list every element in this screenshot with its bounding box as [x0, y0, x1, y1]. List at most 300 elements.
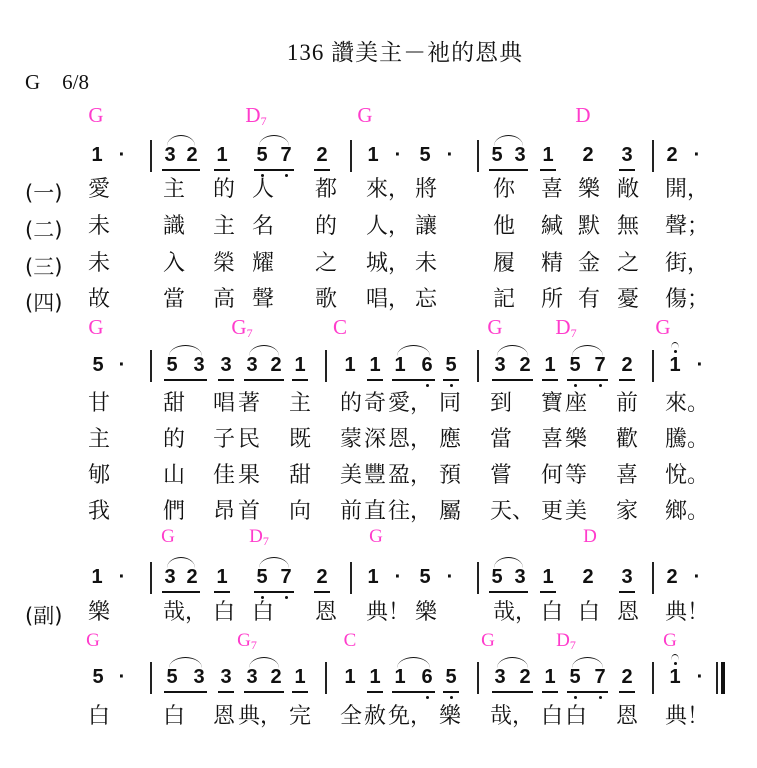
- lyric-syllable: 直: [364, 499, 387, 524]
- note: 1: [542, 566, 554, 588]
- lyric-syllable: 精: [541, 251, 564, 276]
- note: 1: [91, 144, 103, 166]
- note: 7: [594, 666, 606, 688]
- lyric-syllable: 子: [213, 427, 236, 452]
- lyric-syllable: 昂: [213, 499, 236, 524]
- lyric-syllable: 樂: [578, 177, 601, 202]
- lyric-syllable: 典，: [238, 704, 283, 729]
- note: 5: [256, 144, 268, 166]
- note: 1: [344, 354, 356, 376]
- lyric-syllable: 他: [493, 214, 516, 239]
- bar-line: [325, 350, 327, 382]
- note: 7: [594, 354, 606, 376]
- underline-beam: [492, 379, 533, 381]
- bar-line: [477, 350, 479, 382]
- note: 1: [394, 666, 406, 688]
- high-octave-dot: [674, 350, 677, 353]
- lyric-syllable: 識: [163, 214, 186, 239]
- underline-beam: [244, 691, 284, 693]
- note: 5: [166, 666, 178, 688]
- note: 2: [582, 566, 594, 588]
- chord-symbol: [344, 630, 357, 652]
- underline-beam: [567, 379, 608, 381]
- underline-beam: [162, 591, 200, 593]
- chord-extension: 7: [262, 534, 269, 548]
- note: 5: [419, 144, 431, 166]
- duration-dot: ·: [118, 144, 126, 166]
- underline-beam: [492, 691, 533, 693]
- note: 2: [316, 144, 328, 166]
- lyric-syllable: 甜: [289, 463, 312, 488]
- note: 5: [491, 144, 503, 166]
- key-and-time: [25, 70, 111, 95]
- lyric-syllable: 故: [88, 287, 111, 312]
- fermata-icon: [671, 342, 679, 348]
- note: 2: [316, 566, 328, 588]
- lyric-syllable: 座: [565, 391, 588, 416]
- lyric-syllable: 當: [490, 427, 513, 452]
- lyric-syllable: 美: [340, 463, 363, 488]
- chord-name: G: [369, 526, 383, 547]
- final-bar-thick: [721, 662, 725, 694]
- chord-symbol: [663, 630, 677, 652]
- chord-name: D: [245, 103, 261, 127]
- lyric-syllable: 樂: [565, 427, 588, 452]
- underline-beam: [489, 591, 528, 593]
- slur: [167, 135, 195, 146]
- lyric-syllable: 向: [289, 499, 312, 524]
- note: 1: [369, 354, 381, 376]
- chord-name: C: [332, 315, 348, 339]
- note: 1: [294, 354, 306, 376]
- note: 2: [519, 354, 531, 376]
- low-octave-dot: [574, 384, 577, 387]
- chord-name: G: [663, 630, 677, 651]
- low-octave-dot: [450, 696, 453, 699]
- note: 5: [92, 666, 104, 688]
- slur: [169, 345, 202, 356]
- lyric-syllable: 白: [213, 600, 236, 625]
- lyric-syllable: 同: [439, 391, 462, 416]
- slur: [497, 345, 528, 356]
- lyric-syllable: 家: [616, 499, 639, 524]
- lyric-syllable: 們: [163, 499, 186, 524]
- chord-name: G: [481, 630, 495, 651]
- verse-label: (四): [25, 291, 63, 315]
- note: 2: [621, 666, 633, 688]
- chord-name: G: [237, 630, 251, 651]
- note: 3: [193, 354, 205, 376]
- lyric-syllable: 既: [289, 427, 312, 452]
- duration-dot: ·: [394, 566, 402, 588]
- bar-line: [350, 140, 352, 172]
- slur: [494, 557, 523, 568]
- lyric-syllable: 金: [578, 251, 601, 276]
- chord-extension: 7: [246, 326, 253, 340]
- low-octave-dot: [599, 696, 602, 699]
- slur: [249, 657, 279, 668]
- note: 6: [421, 354, 433, 376]
- underline-beam: [443, 379, 459, 381]
- underline-beam: [619, 169, 635, 171]
- chord-symbol: [481, 630, 495, 652]
- lyric-syllable: 佳: [213, 463, 236, 488]
- chord-extension: 7: [260, 114, 267, 128]
- high-octave-dot: [674, 662, 677, 665]
- note: 3: [246, 666, 258, 688]
- lyric-syllable: 果: [238, 463, 261, 488]
- chord-name: G: [655, 315, 671, 339]
- lyric-syllable: 敞: [617, 177, 640, 202]
- lyric-syllable: 的: [213, 177, 236, 202]
- lyric-syllable: 前: [340, 499, 363, 524]
- bar-line: [350, 562, 352, 594]
- note: 2: [666, 566, 678, 588]
- lyric-syllable: 奇: [364, 391, 387, 416]
- chord-name: G: [86, 630, 100, 651]
- chord-name: G: [161, 526, 175, 547]
- duration-dot: ·: [446, 144, 454, 166]
- lyric-syllable: 山: [163, 463, 186, 488]
- verse-label: (三): [25, 255, 63, 279]
- chord-symbol: [249, 526, 269, 549]
- lyric-syllable: 都: [315, 177, 338, 202]
- bar-line: [477, 662, 479, 694]
- chord-name: G: [357, 103, 373, 127]
- slur: [397, 345, 430, 356]
- lyric-syllable: 記: [493, 287, 516, 312]
- lyric-syllable: 樂: [439, 704, 462, 729]
- lyric-syllable: 甜: [163, 391, 186, 416]
- note: 5: [491, 566, 503, 588]
- lyric-syllable: 到: [490, 391, 513, 416]
- underline-beam: [214, 591, 230, 593]
- lyric-syllable: 主: [289, 391, 312, 416]
- slur: [494, 135, 523, 146]
- underline-beam: [254, 591, 294, 593]
- lyric-syllable: 喜: [541, 177, 564, 202]
- note: 3: [494, 666, 506, 688]
- lyric-syllable: 首: [238, 499, 261, 524]
- time-signature: 6/8: [62, 70, 90, 94]
- lyric-syllable: 天、: [490, 499, 535, 524]
- note: 1: [294, 666, 306, 688]
- key-signature: G: [25, 70, 41, 94]
- note: 3: [193, 666, 205, 688]
- lyric-syllable: 的: [340, 391, 363, 416]
- duration-dot: ·: [696, 666, 704, 688]
- bar-line: [477, 140, 479, 172]
- note: 5: [256, 566, 268, 588]
- lyric-syllable: 恩，: [388, 427, 433, 452]
- low-octave-dot: [574, 696, 577, 699]
- chord-symbol: [88, 103, 103, 128]
- underline-beam: [292, 691, 308, 693]
- lyric-syllable: 何: [541, 463, 564, 488]
- lyric-syllable: 預: [439, 463, 462, 488]
- slur: [167, 557, 195, 568]
- lyric-syllable: 未: [415, 251, 438, 276]
- underline-beam: [214, 169, 230, 171]
- hymn-title: 136 讚美主－祂的恩典: [286, 40, 524, 65]
- underline-beam: [367, 691, 383, 693]
- chord-name: G: [88, 315, 104, 339]
- lyric-syllable: 的: [163, 427, 186, 452]
- note: 2: [519, 666, 531, 688]
- bar-line: [150, 350, 152, 382]
- lyric-syllable: 歡: [616, 427, 639, 452]
- lyric-syllable: 所: [541, 287, 564, 312]
- lyric-syllable: 蒙: [340, 427, 363, 452]
- bar-line: [477, 562, 479, 594]
- note: 3: [220, 666, 232, 688]
- note: 3: [246, 354, 258, 376]
- chord-name: G: [487, 315, 503, 339]
- lyric-syllable: 郇: [88, 463, 111, 488]
- chord-name: G: [231, 315, 247, 339]
- underline-beam: [314, 169, 330, 171]
- chord-symbol: [556, 630, 576, 653]
- bar-line: [150, 140, 152, 172]
- note: 3: [164, 566, 176, 588]
- lyric-syllable: 悅。: [665, 463, 710, 488]
- lyric-syllable: 赦: [364, 704, 387, 729]
- chord-extension: 7: [569, 638, 576, 652]
- underline-beam: [392, 691, 435, 693]
- note: 7: [280, 144, 292, 166]
- lyric-syllable: 盈，: [388, 463, 433, 488]
- chord-name: D: [575, 103, 591, 127]
- underline-beam: [164, 379, 207, 381]
- duration-dot: ·: [394, 144, 402, 166]
- note: 1: [542, 144, 554, 166]
- low-octave-dot: [450, 384, 453, 387]
- chord-symbol: [487, 315, 502, 340]
- underline-beam: [254, 169, 294, 171]
- lyric-syllable: 你: [493, 177, 516, 202]
- fermata-icon: [671, 654, 679, 660]
- lyric-syllable: 嘗: [490, 463, 513, 488]
- underline-beam: [292, 379, 308, 381]
- lyric-syllable: 典！: [366, 600, 411, 625]
- lyric-syllable: 喜: [541, 427, 564, 452]
- lyric-syllable: 城，: [366, 251, 411, 276]
- lyric-syllable: 的: [315, 214, 338, 239]
- lyric-syllable: 默: [578, 214, 601, 239]
- lyric-syllable: 喜: [616, 463, 639, 488]
- lyric-syllable: 無: [617, 214, 640, 239]
- lyric-syllable: 完: [289, 704, 312, 729]
- chord-symbol: [161, 526, 175, 548]
- lyric-syllable: 白: [541, 704, 564, 729]
- chord-name: C: [343, 630, 357, 651]
- lyric-syllable: 恩: [617, 600, 640, 625]
- chord-symbol: [369, 526, 383, 548]
- lyric-syllable: 來。: [665, 391, 710, 416]
- lyric-syllable: 傷；: [665, 287, 710, 312]
- slur: [497, 657, 528, 668]
- duration-dot: ·: [118, 566, 126, 588]
- note: 2: [186, 566, 198, 588]
- lyric-syllable: 來，: [366, 177, 411, 202]
- lyric-syllable: 豐: [364, 463, 387, 488]
- note: 1: [367, 566, 379, 588]
- note: 1: [369, 666, 381, 688]
- lyric-syllable: 未: [88, 251, 111, 276]
- low-octave-dot: [285, 174, 288, 177]
- underline-beam: [619, 591, 635, 593]
- lyric-syllable: 唱: [213, 391, 236, 416]
- lyric-syllable: 前: [616, 391, 639, 416]
- lyric-syllable: 入: [163, 251, 186, 276]
- lyric-syllable: 履: [493, 251, 516, 276]
- lyric-syllable: 我: [88, 499, 111, 524]
- note: 1: [544, 354, 556, 376]
- chord-symbol: [333, 315, 347, 340]
- lyric-syllable: 有: [578, 287, 601, 312]
- lyric-syllable: 歌: [315, 287, 338, 312]
- underline-beam: [314, 591, 330, 593]
- lyric-syllable: 當: [163, 287, 186, 312]
- note: 2: [666, 144, 678, 166]
- note: 1: [91, 566, 103, 588]
- lyric-syllable: 美: [565, 499, 588, 524]
- lyric-syllable: 寶: [541, 391, 564, 416]
- final-bar-line: [716, 662, 718, 694]
- chord-name: D: [555, 315, 571, 339]
- lyric-syllable: 典！: [665, 704, 710, 729]
- underline-beam: [218, 379, 234, 381]
- slur: [259, 135, 289, 146]
- note: 5: [569, 666, 581, 688]
- note: 5: [445, 666, 457, 688]
- chord-symbol: [86, 630, 100, 652]
- bar-line: [652, 562, 654, 594]
- duration-dot: ·: [446, 566, 454, 588]
- lyric-syllable: 白: [252, 600, 275, 625]
- note: 6: [421, 666, 433, 688]
- chord-name: D: [249, 526, 263, 547]
- note: 5: [92, 354, 104, 376]
- underline-beam: [489, 169, 528, 171]
- lyric-syllable: 更: [541, 499, 564, 524]
- underline-beam: [619, 691, 635, 693]
- lyric-syllable: 哉，: [490, 704, 535, 729]
- underline-beam: [443, 691, 459, 693]
- note: 2: [186, 144, 198, 166]
- lyric-syllable: 耀: [252, 251, 275, 276]
- note: 3: [621, 144, 633, 166]
- note: 3: [514, 566, 526, 588]
- lyric-syllable: 之: [315, 251, 338, 276]
- note: 3: [514, 144, 526, 166]
- note: 1: [344, 666, 356, 688]
- verse-label: (二): [25, 218, 63, 242]
- lyric-syllable: 開，: [665, 177, 710, 202]
- underline-beam: [392, 379, 435, 381]
- underline-beam: [218, 691, 234, 693]
- note: 2: [270, 666, 282, 688]
- lyric-syllable: 白: [541, 600, 564, 625]
- note: 3: [220, 354, 232, 376]
- underline-beam: [162, 169, 200, 171]
- low-octave-dot: [285, 596, 288, 599]
- chord-symbol: [575, 103, 590, 128]
- low-octave-dot: [426, 384, 429, 387]
- note: 1: [544, 666, 556, 688]
- lyric-syllable: 免，: [388, 704, 433, 729]
- note: 1: [394, 354, 406, 376]
- chord-symbol: [655, 315, 670, 340]
- underline-beam: [542, 691, 558, 693]
- bar-line: [652, 140, 654, 172]
- lyric-syllable: 應: [439, 427, 462, 452]
- slur: [169, 657, 202, 668]
- note: 1: [669, 354, 681, 376]
- lyric-syllable: 白: [88, 704, 111, 729]
- slur: [397, 657, 430, 668]
- lyric-syllable: 等: [565, 463, 588, 488]
- lyric-syllable: 白: [565, 704, 588, 729]
- lyric-syllable: 典！: [665, 600, 710, 625]
- chord-extension: 7: [570, 326, 577, 340]
- chord-name: D: [583, 526, 597, 547]
- underline-beam: [540, 169, 556, 171]
- note: 1: [669, 666, 681, 688]
- chord-symbol: [88, 315, 103, 340]
- lyric-syllable: 忘: [415, 287, 438, 312]
- slur: [259, 557, 289, 568]
- bar-line: [325, 662, 327, 694]
- slur: [572, 657, 603, 668]
- lyric-syllable: 緘: [541, 214, 564, 239]
- duration-dot: ·: [696, 354, 704, 376]
- chord-symbol: [555, 315, 576, 341]
- chord-symbol: [357, 103, 372, 128]
- note: 7: [280, 566, 292, 588]
- lyric-syllable: 白: [163, 704, 186, 729]
- lyric-syllable: 人，: [366, 214, 411, 239]
- slur: [572, 345, 603, 356]
- chord-symbol: [583, 526, 597, 548]
- lyric-syllable: 之: [617, 251, 640, 276]
- lyric-syllable: 名: [252, 214, 275, 239]
- chord-name: G: [88, 103, 104, 127]
- note: 3: [621, 566, 633, 588]
- note: 3: [494, 354, 506, 376]
- chord-symbol: [245, 103, 266, 129]
- underline-beam: [244, 379, 284, 381]
- lyric-syllable: 鄉。: [665, 499, 710, 524]
- underline-beam: [164, 691, 207, 693]
- bar-line: [150, 562, 152, 594]
- lyric-syllable: 哉，: [163, 600, 208, 625]
- note: 1: [367, 144, 379, 166]
- note: 2: [582, 144, 594, 166]
- lyric-syllable: 將: [415, 177, 438, 202]
- note: 5: [166, 354, 178, 376]
- duration-dot: ·: [693, 566, 701, 588]
- lyric-syllable: 榮: [213, 251, 236, 276]
- lyric-syllable: 恩: [616, 704, 639, 729]
- low-octave-dot: [426, 696, 429, 699]
- lyric-syllable: 屬: [439, 499, 462, 524]
- lyric-syllable: 深: [364, 427, 387, 452]
- low-octave-dot: [261, 596, 264, 599]
- note: 2: [270, 354, 282, 376]
- underline-beam: [542, 379, 558, 381]
- note: 3: [164, 144, 176, 166]
